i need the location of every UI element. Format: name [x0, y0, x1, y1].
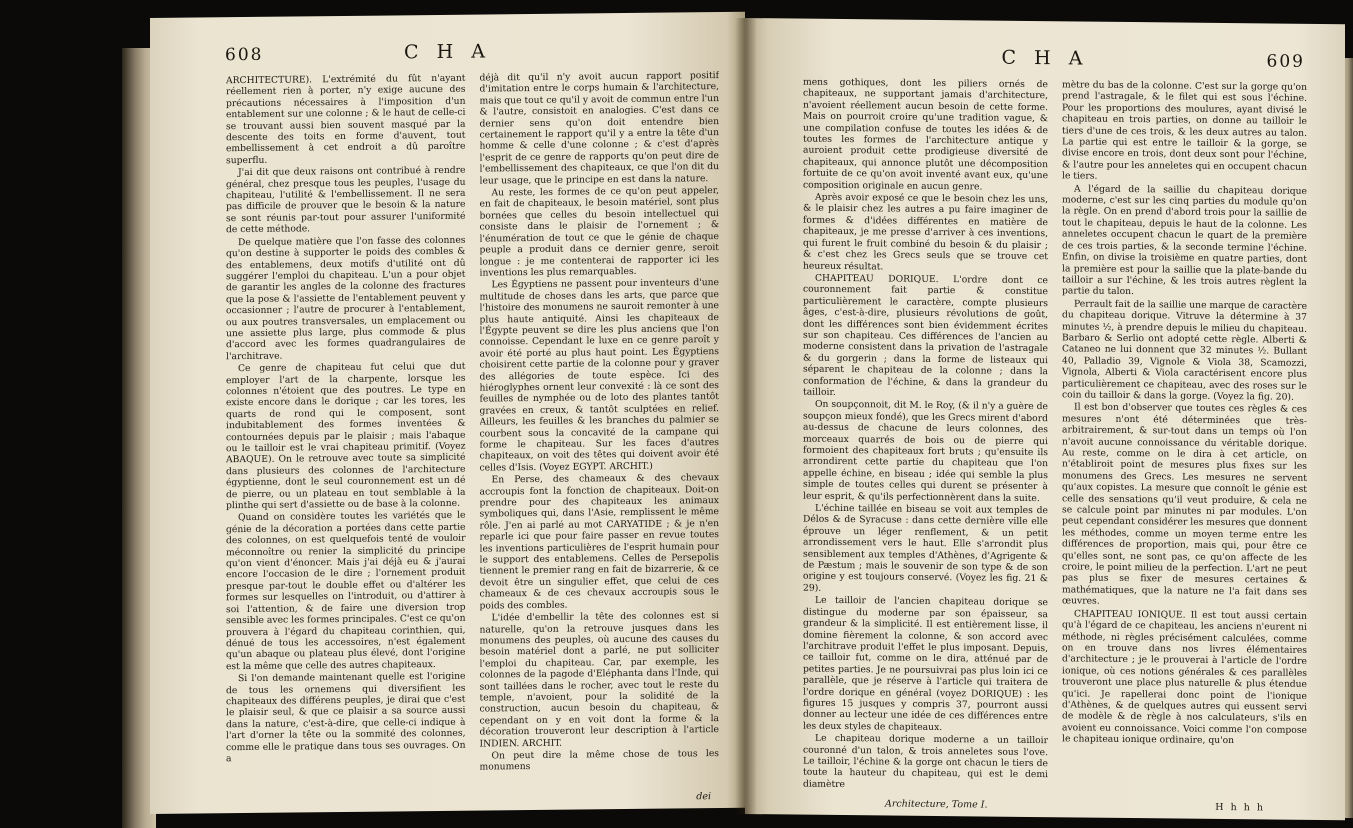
paragraph: mens gothiques, dont les piliers ornés de chapiteaux, ne supportant jamais d'architecture, n'avoient réellement aucun besoin de cette forme. Mais on pourroit croire qu'une tradition vague, & une compilation confuse de toutes les idées & de toutes les formes de l'architecture antique y auroient produit cette prodigieuse diversité de chapiteaux, qui annonce plutôt une décomposition fortuite de ce qu'on avoit inventé avant eux, qu'une composition originale en aucun genre. [803, 76, 1048, 193]
left-page-columns [226, 70, 719, 799]
paragraph: On peut dire la même chose de tous les monumens [479, 748, 719, 773]
signature-mark: H h h h [1215, 801, 1265, 814]
paragraph: En Perse, des chameaux & des chevaux accroupis font la fonction de chapiteaux. Doit-on prendre pour des chapiteaux les animaux symboliques qui, dans l'Asie, remplissent le même rôle. J'en ai parlé au mot CARYATIDE ; & je n'en reparle ici que pour faire passer en revue toutes les inventions particulières de l'esprit humain pour le support des entablemens. Celles de Persepolis tiennent le premier rang en fait de bizarrerie, & ce devoit être un singulier effet, que celui de ces chameaux & de ces chevaux accroupis sous le poids des combles. [479, 472, 719, 612]
left-page [150, 12, 745, 814]
paragraph: J'ai dit que deux raisons ont contribué à rendre général, chez presque tous les peuples, l'usage du chapiteau, l'utilité & l'embellissement. Il ne sera pas difficile de prouver que le besoin & la nature se sont réunis par-tout pour assurer l'uniformité de cette méthode. [226, 164, 466, 236]
right-page-number: 609 [1266, 51, 1305, 72]
paragraph: Si l'on demande maintenant quelle est l'origine de tous les ornemens qui diversifient les chapiteaux des différens peuples, je dirai que c'est le plaisir seul, & que ce plaisir a sa source aussi dans la nature, c'est-à-dire, que celle-ci indique à l'art d'orner la tête ou la sommité des colonnes, comme elle le pratique dans tous ses ouvrages. On a [226, 670, 466, 765]
paragraph: Après avoir exposé ce que le besoin chez les uns, & le plaisir chez les autres a pu faire imaginer de formes & d'idées différentes en matière de chapiteaux, je me presse d'arriver à ces inventions, qui furent le fruit combiné du besoin & du plaisir ; & c'est chez les Grecs seuls que se trouve cet heureux résultat. [803, 191, 1048, 272]
left-page-header [150, 38, 745, 74]
right-running-head: C H A [1001, 46, 1089, 70]
open-book [150, 18, 1345, 814]
left-running-head: C H A [404, 40, 491, 64]
paragraph: A l'égard de la saillie du chapiteau dorique moderne, c'est sur les cinq parties du module qu'on la règle. On en prend d'abord trois pour la saillie de tout le chapiteau, depuis le haut de la colonne. Les anneletes occupent chacun le quart de la première de ces trois parties, & la seconde termine l'échine. Enfin, on divise la troisième en quatre parties, dont la première est pour la saillie que la plate-bande du tailloir a sur l'échine, & les trois autres règlent la partie du talon. [1062, 183, 1307, 298]
paragraph: Les Égyptiens ne passent pour inventeurs d'une multitude de choses dans les arts, que parce que l'histoire des monumens ne sauroit remonter à une plus haute antiquité. Ainsi les chapiteaux de l'Égypte peuvent se dire les plus anciens que l'on connoisse. Cependant le luxe en ce genre paroît y avoir été porté au plus haut point. Les Égyptiens choisirent cette partie de la colonne pour y graver des allégories de toute espèce. Ici des hiéroglyphes ornent leur convexité : là ce sont des feuilles de nymphée ou de loto des plantes tantôt gravées en creux, & tantôt sculptées en relief. Ailleurs, les feuilles & les branches du palmier se courbent sous la concavité de la campane qui forme le chapiteau. Sur les faces d'autres chapiteaux, on voit des têtes qui doivent avoir été celles d'Isis. (Voyez EGYPT. ARCHIT.) [479, 277, 719, 474]
paragraph: Perrault fait de la saillie une marque de caractère du chapiteau dorique. Vitruve la détermine à 37 minutes ½, à prendre depuis le milieu du chapiteau. Barbaro & Serlio ont adopté cette règle. Alberti & Cataneo ne lui donnent que 32 minutes ½. Bullant 40, Palladio 39, Vignole & Viola 38, Scamozzi, Vignola, Alberti & Viola caractérisent encore plus particulièrement ce chapiteau, avec des roses sur le coin du tailloir & dans la gorge. (Voyez la fig. 20). [1062, 298, 1307, 403]
paragraph: Le chapiteau dorique moderne a un tailloir couronné d'un talon, & trois anneletes sous l'ove. Le tailloir, l'échine & la gorge ont chacun le tiers de toute la hauteur du chapiteau, qui est le demi diamètre [803, 732, 1048, 790]
left-column-1 [226, 73, 466, 800]
book-gutter [735, 18, 757, 814]
paragraph: mètre du bas de la colonne. C'est sur la gorge qu'on prend l'astragale, & le filet qui est sous l'échine. Pour les proportions des moulures, ayant divisé le chapiteau en trois parties, on donne au tailloir le tiers d'une de ces trois, & les deux autres au talon. La partie qui est entre le tailloir & la gorge, se divise encore en trois, dont deux sont pour l'échine, & l'autre pour les anneletes qui en occupent chacun le tiers. [1062, 79, 1307, 182]
left-catchword: dei [696, 791, 711, 803]
paragraph: CHAPITEAU IONIQUE. Il est tout aussi certain qu'à l'égard de ce chapiteau, les anciens n'eurent ni méthode, ni règles précisément calculées, comme on en trouve dans nos livres élémentaires d'architecture ; je le prouverai à l'article de l'ordre ionique, où ces notions générales & ces parallèles trouveront une place plus naturelle & plus étendue qu'ici. Je rapellerai donc point de l'ionique d'Athènes, & de quelques autres qui eussent servi de modèle & de règle à nos calculateurs, s'ils en avoient eu connoissance. Voici comme l'on compose le chapiteau ionique ordinaire, qu'on [1062, 608, 1307, 747]
paragraph: déjà dit qu'il n'y avoit aucun rapport positif d'imitation entre le corps humain & l'architecture, mais que tout ce qu'il y avoit de commun entre l'un & l'autre, consistoit en analogies. C'est dans ce dernier sens qu'on doit entendre bien certainement le rapport qu'il y a entre la tête d'un homme & celle d'une colonne ; & c'est d'après l'esprit de ce genre de rapports qu'on peut dire de l'embellissement des chapiteaux, ce que l'on dit du leur usage, que le principe en est dans la nature. [479, 70, 719, 187]
paragraph: Au reste, les formes de ce qu'on peut appeler, en fait de chapiteaux, le besoin matériel, sont plus bornées que celles du besoin intellectuel qui consiste dans le plaisir de l'ornement ; & l'énumération de tout ce que le génie de chaque peuple a produit dans ce dernier genre, seroit longue : je me contenterai de rapporter ici les inventions les plus remarquables. [479, 185, 719, 279]
paragraph: De quelque matière que l'on fasse des colonnes qu'on destine à supporter le poids des combles & des entablemens, deux motifs d'utilité ont dû suggérer l'emploi du chapiteau. L'un a pour objet de garantir les angles de la colonne des fractures que la pose & l'assiette de l'entablement peuvent y occasionner ; l'autre de procurer à l'entablement, ou aux poutres transversales, un emplacement ou une assiette plus large, plus commode & plus d'accord avec les formes quadrangulaires de l'architrave. [226, 234, 466, 362]
paragraph: L'idée d'embellir la tête des colonnes est si naturelle, qu'on la retrouve jusques dans les monumens des peuples, où aucune des causes du besoin matériel dont a parlé, ne put solliciter l'emploi du chapiteau. Car, par exemple, les colonnes de la pagode d'Eléphanta dans l'Inde, qui sont taillées dans le rocher, avec tout le reste du temple, n'avoient, pour la solidité de la construction, aucun besoin du chapiteau, & cependant on y en voit dont la forme & la décoration trouveront leur description à l'article INDIEN. ARCHIT. [479, 610, 719, 750]
paragraph: Le tailloir de l'ancien chapiteau dorique se distingue du moderne par son épaisseur, sa grandeur & la simplicité. Il est entièrement lisse, il domine fièrement la colonne, & son accord avec l'architrave produit l'effet le plus imposant. Depuis, ce tailloir fut, comme on le dira, atténué par de petites parties. Je ne poursuivrai pas plus loin ici ce parallèle, que je réserve à l'article qui traitera de l'ordre dorique en général (voyez DORIQUE) : les figures 15 jusques y compris 37, pourront aussi donner au lecteur une idée de ces différences entre les deux styles de chapiteaux. [803, 595, 1048, 733]
left-column-2 [480, 70, 720, 797]
paragraph: Quand on considère toutes les variétés que le génie de la décoration a portées dans cette partie des colonnes, on est quelquefois tenté de vouloir méconnoître ou renier la simplicité du principe qu'on vient d'énoncer. Mais j'ai déjà eu & j'aurai encore l'occasion de le dire ; l'ornement produit presque par-tout le double effet ou d'altérer les formes sur lesquelles on l'introduit, ou d'attirer à soi l'attention, & de faire une diversion trop sensible avec les formes principales. C'est ce qu'on prouvera à l'égard du chapiteau corinthien, qui, dénué de tous les accessoires, n'est également qu'un abaque ou plateau plus élevé, dont l'origine est la même que celle des autres chapiteaux. [226, 510, 466, 672]
right-page [745, 18, 1345, 820]
paragraph: Il est bon d'observer que toutes ces règles & ces mesures n'ont été déterminées que très-arbitrairement, & sur-tout dans un temps où l'on n'avoit aucune connoissance du véritable dorique. Au reste, comme on le dira à cet article, on n'établiroit point de mesures plus fixes sur les monumens des Grecs. Les mesures ne servent qu'aux copistes. La mesure que connoît le génie est celle des sensations qu'il veut produire, & cela ne se calcule point par minutes ni par modules. L'on peut cependant considérer les mesures que donnent les méthodes, comme un moyen terme entre les différences de proportion, mais qui, pour être ce qu'elles sont, ne sont pas, ce qu'on affecte de les croire, le point milieu de la perfection. L'art ne peut pas plus se fixer de mesures certaines & mathématiques, que la nature ne l'a fait dans ses œuvres. [1062, 401, 1307, 607]
paragraph: CHAPITEAU DORIQUE. L'ordre dont ce couronnement fait partie & constitue particulièrement le caractère, compte plusieurs âges, c'est-à-dire, plusieurs révolutions de goût, dont les différences sont bien évidemment écrites sur son chapiteau. Ces différences de l'ancien au moderne consistent dans la privation de l'astragale & du gorgerin ; dans la forme de listeaux qui séparent le chapiteau de la colonne ; dans la conformation de l'échine, & dans la grandeur du tailloir. [803, 272, 1048, 398]
paragraph: On soupçonnoit, dit M. le Roy, (& il n'y a guère de soupçon mieux fondé), que les Grecs mirent d'abord au-dessus de chacune de leurs colonnes, des morceaux quarrés de bois ou de pierre qui formoient des chapiteaux fort bruts ; qu'ensuite ils arrondirent cette partie du chapiteau que l'on appelle échine, en biseau ; idée qui semble la plus simple de toutes celles qui durent se présenter à leur esprit, & qu'ils perfectionnèrent dans la suite. [803, 399, 1048, 504]
left-page-number: 608 [225, 44, 264, 66]
paragraph: L'échine taillée en biseau se voit aux temples de Délos & de Syracuse : dans cette dernière ville elle éprouve un léger renflement, & un petit arrondissement vers le haut. Elle s'arrondit plus sensiblement aux temples d'Athènes, d'Agrigente & de Pæstum ; mais le souvenir de son type & de son origine y est toujours conservé. (Voyez les fig. 21 & 29). [803, 502, 1048, 594]
paragraph: ARCHITECTURE). L'extrémité du fût n'ayant réellement rien à porter, n'y exige aucune des précautions nécessaires à l'imposition d'un entablement sur une colonne ; & le haut de celle-ci se trouvant aussi bien souvent masqué par la descente des toits en forme d'auvent, tout embellissement à cet endroit a dû paroître superflu. [226, 72, 466, 167]
right-column-2 [1062, 79, 1307, 806]
right-column-1 [803, 77, 1048, 804]
paragraph: Ce genre de chapiteau fut celui que dut employer l'art de la charpente, lorsque les colonnes n'étoient que des poutres. Le type en existe encore dans le dorique ; car les tores, les quarts de rond qui le composent, sont indubitablement des formes inventées & contournées depuis par le plaisir ; mais l'abaque ou le tailloir est le vrai chapiteau primitif. (Voyez ABAQUE). On le retrouve avec toute sa simplicité dans plusieurs des colonnes de l'architecture égyptienne, dont le seul couronnement est un dé de pierre, ou un plateau en tout semblable à la plinthe qui sert d'assiette ou de base à la colonne. [226, 360, 466, 512]
right-page-columns [803, 77, 1307, 806]
volume-footer: Architecture, Tome I. [885, 798, 988, 811]
right-page-header [745, 44, 1345, 80]
